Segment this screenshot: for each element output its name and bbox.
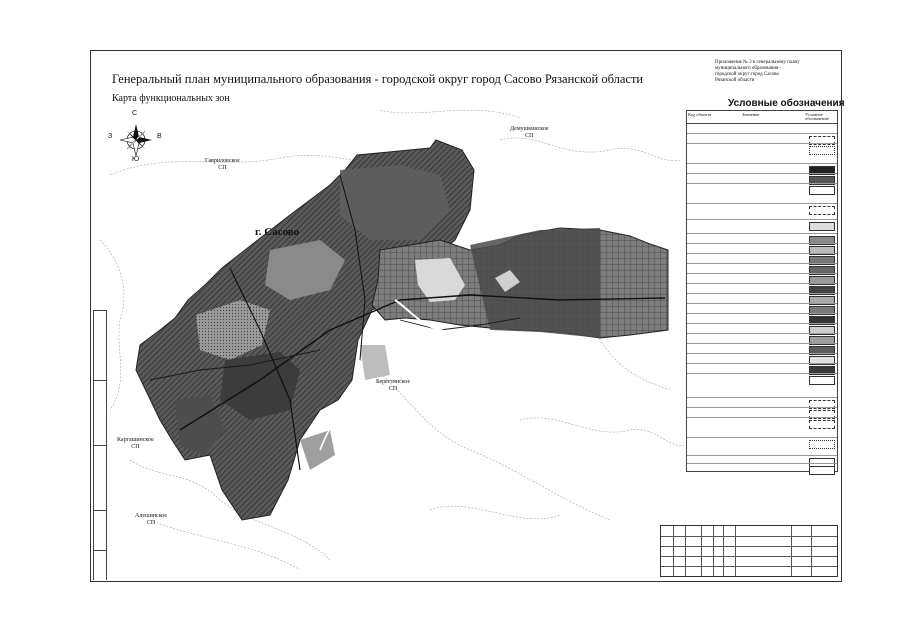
city-label: г. Сасово — [255, 226, 300, 238]
functional-zones — [136, 140, 668, 520]
settlement-label-demushkinskoe: Демушкинское СП — [510, 126, 549, 139]
legend-col-code: Код объекта — [688, 112, 712, 117]
legend-col-name: Значение — [742, 112, 760, 117]
legend-table — [686, 110, 838, 472]
legend-title: Условные обозначения — [728, 98, 845, 109]
map-subtitle: Карта функциональных зон — [112, 93, 230, 104]
compass-east-label: В — [157, 133, 162, 140]
compass-labels — [108, 110, 162, 163]
compass-west-label: З — [108, 133, 113, 140]
annex-line: муниципального образования - — [715, 66, 782, 71]
compass-north-label: С — [132, 110, 138, 117]
title-block-stamp — [660, 525, 838, 577]
annex-line: Рязанской области — [715, 78, 755, 83]
settlement-label-beresteinskoe: Берестянское СП — [376, 379, 411, 392]
document-title: Генеральный план муниципального образования - городской округ город Сасово Рязанской области — [112, 72, 644, 86]
annex-line: Приложение № 3 к генеральному плану — [715, 60, 800, 65]
annex-line: городской округ город Сасово — [715, 72, 779, 77]
settlement-label-gavrilovskoe: Гавриловское СП — [205, 158, 240, 171]
legend-col-symbol: Условное обозначение — [805, 112, 829, 121]
compass-south-label: Ю — [132, 156, 140, 163]
legend-header — [687, 111, 837, 124]
settlement-label-kargashinskoe: Каргашинское СП — [117, 437, 154, 450]
settlement-label-alyoshinskoe: Алешинское СП — [135, 513, 168, 526]
